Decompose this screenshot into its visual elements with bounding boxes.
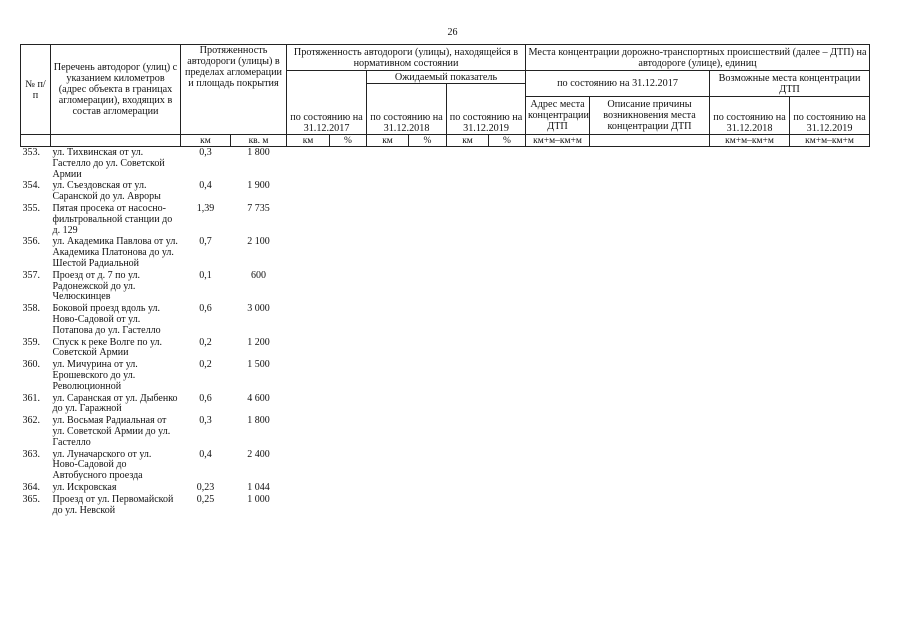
road-name: Боковой проезд вдоль ул. Ново-Садовой от ул. Потапова до ул. Гастелло <box>52 303 161 336</box>
empty-cell <box>287 180 330 203</box>
empty-cell <box>790 449 870 482</box>
table-row <box>21 359 870 392</box>
road-name: ул. Восьмая Радиальная от ул. Советской Армии до ул. Гастелло <box>52 415 171 448</box>
unit-km: км <box>181 135 231 147</box>
header-norm-2017: по состоянию на 31.12.2017 <box>287 71 367 135</box>
empty-cell <box>447 203 489 236</box>
row-number: 363. <box>22 448 40 460</box>
empty-cell <box>287 303 330 336</box>
empty-cell <box>790 203 870 236</box>
table-row <box>21 303 870 336</box>
unit-norm-2018-pct: % <box>409 135 447 147</box>
road-area-sq-m: 2 400 <box>247 448 270 460</box>
empty-cell <box>710 449 790 482</box>
empty-cell <box>367 303 409 336</box>
empty-cell <box>447 337 489 360</box>
row-number: 361. <box>22 392 40 404</box>
unit-norm-2017-pct: % <box>330 135 367 147</box>
table-row <box>21 494 870 517</box>
empty-cell <box>590 494 710 517</box>
empty-cell <box>409 482 447 494</box>
table-row <box>21 449 870 482</box>
empty-cell <box>526 449 590 482</box>
empty-cell <box>710 147 790 181</box>
row-number: 364. <box>22 481 40 493</box>
empty-cell <box>790 337 870 360</box>
row-number: 362. <box>22 415 40 427</box>
empty-cell <box>526 147 590 181</box>
empty-cell <box>367 180 409 203</box>
empty-cell <box>330 494 367 517</box>
empty-cell <box>367 449 409 482</box>
empty-cell <box>590 303 710 336</box>
empty-cell <box>367 482 409 494</box>
empty-cell <box>367 393 409 416</box>
empty-cell <box>330 359 367 392</box>
row-number: 359. <box>22 336 40 348</box>
empty-cell <box>409 236 447 269</box>
empty-cell <box>710 270 790 303</box>
road-length-km: 0,7 <box>199 236 212 248</box>
road-area-sq-m: 2 100 <box>247 236 270 248</box>
road-length-km: 0,25 <box>196 493 215 505</box>
empty-cell <box>367 415 409 448</box>
empty-cell <box>447 303 489 336</box>
header-num: № п/п <box>21 45 51 135</box>
empty-cell <box>489 449 526 482</box>
empty-cell <box>489 482 526 494</box>
table-header <box>21 45 870 147</box>
empty-cell <box>526 415 590 448</box>
road-area-sq-m: 600 <box>251 269 266 281</box>
empty-cell <box>489 180 526 203</box>
empty-cell <box>526 494 590 517</box>
road-length-km: 0,4 <box>199 180 212 192</box>
road-name: Пятая просека от насосно-фильтровальной станции до д. 129 <box>52 202 173 236</box>
road-area-sq-m: 1 800 <box>247 415 270 427</box>
empty-cell <box>447 270 489 303</box>
page-number: 26 <box>447 27 458 38</box>
row-number: 353. <box>22 147 40 158</box>
empty-cell <box>590 203 710 236</box>
header-dtp-group: Места концентрации дорожно-транспортных происшествий (далее – ДТП) на автодороге (улице), единиц <box>526 45 870 71</box>
empty-cell <box>287 359 330 392</box>
road-length-km: 0,2 <box>199 336 212 348</box>
road-area-sq-m: 1 900 <box>247 180 270 192</box>
road-area-sq-m: 3 000 <box>247 303 270 315</box>
empty-cell <box>590 449 710 482</box>
road-name: ул. Тихвинская от ул. Гастелло до ул. Советской Армии <box>52 147 165 180</box>
unit-sq-m: кв. м <box>231 135 287 147</box>
unit-cell-name <box>51 135 181 147</box>
empty-cell <box>489 147 526 181</box>
row-number: 365. <box>22 493 40 505</box>
road-name: Проезд от д. 7 по ул. Радонежской до ул. Челюскинцев <box>52 269 140 303</box>
empty-cell <box>367 236 409 269</box>
empty-cell <box>526 359 590 392</box>
empty-cell <box>447 236 489 269</box>
unit-dtp-address: км+м–км+м <box>526 135 590 147</box>
road-name: ул. Искровская <box>52 481 117 493</box>
empty-cell <box>330 449 367 482</box>
empty-cell <box>287 236 330 269</box>
empty-cell <box>409 337 447 360</box>
road-area-sq-m: 1 000 <box>247 493 270 505</box>
empty-cell <box>790 303 870 336</box>
empty-cell <box>710 415 790 448</box>
empty-cell <box>330 270 367 303</box>
empty-cell <box>710 393 790 416</box>
road-length-km: 0,6 <box>199 303 212 315</box>
empty-cell <box>710 303 790 336</box>
empty-cell <box>489 494 526 517</box>
empty-cell <box>409 494 447 517</box>
empty-cell <box>590 147 710 181</box>
empty-cell <box>710 203 790 236</box>
road-name: ул. Съездовская от ул. Саранской до ул. Авроры <box>52 180 161 203</box>
unit-norm-2018-km: км <box>367 135 409 147</box>
empty-cell <box>710 494 790 517</box>
table-row <box>21 203 870 236</box>
empty-cell <box>790 393 870 416</box>
empty-cell <box>330 180 367 203</box>
empty-cell <box>287 270 330 303</box>
empty-cell <box>590 359 710 392</box>
empty-cell <box>710 236 790 269</box>
road-area-sq-m: 7 735 <box>247 202 270 214</box>
empty-cell <box>790 494 870 517</box>
table-row <box>21 270 870 303</box>
empty-cell <box>409 393 447 416</box>
empty-cell <box>590 415 710 448</box>
empty-cell <box>526 482 590 494</box>
empty-cell <box>367 359 409 392</box>
road-area-sq-m: 1 200 <box>247 336 270 348</box>
empty-cell <box>409 203 447 236</box>
road-length-km: 0,3 <box>199 415 212 427</box>
unit-cell-num <box>21 135 51 147</box>
unit-norm-2019-pct: % <box>489 135 526 147</box>
empty-cell <box>489 303 526 336</box>
road-length-km: 0,1 <box>199 269 212 281</box>
header-expected: Ожидаемый показатель <box>367 71 526 84</box>
table-row <box>21 337 870 360</box>
header-normative-group: Протяженность автодороги (улицы), находящейся в нормативном состоянии <box>287 45 526 71</box>
empty-cell <box>710 180 790 203</box>
empty-cell <box>409 415 447 448</box>
empty-cell <box>710 359 790 392</box>
empty-cell <box>590 236 710 269</box>
row-number: 356. <box>22 236 40 248</box>
empty-cell <box>526 270 590 303</box>
header-dtp-address: Адрес места концентрации ДТП <box>526 97 590 135</box>
empty-cell <box>447 147 489 181</box>
empty-cell <box>489 415 526 448</box>
empty-cell <box>287 415 330 448</box>
empty-cell <box>330 393 367 416</box>
empty-cell <box>287 449 330 482</box>
empty-cell <box>409 449 447 482</box>
empty-cell <box>330 415 367 448</box>
header-dtp-2017-group: по состоянию на 31.12.2017 <box>526 71 710 97</box>
empty-cell <box>367 203 409 236</box>
table-row <box>21 180 870 203</box>
road-name: ул. Саранская от ул. Дыбенко до ул. Гаражной <box>52 392 178 415</box>
road-length-km: 0,6 <box>199 392 212 404</box>
empty-cell <box>489 359 526 392</box>
empty-cell <box>590 270 710 303</box>
empty-cell <box>447 494 489 517</box>
roads-table <box>20 44 870 516</box>
empty-cell <box>590 393 710 416</box>
table-row <box>21 482 870 494</box>
empty-cell <box>287 337 330 360</box>
row-number: 357. <box>22 269 40 281</box>
empty-cell <box>409 303 447 336</box>
header-possible-group: Возможные места концентрации ДТП <box>710 71 870 97</box>
empty-cell <box>526 303 590 336</box>
header-possible-2018: по состоянию на 31.12.2018 <box>710 97 790 135</box>
road-name: Проезд от ул. Первомайской до ул. Невской <box>52 493 174 516</box>
road-name: ул. Мичурина от ул. Ерошевского до ул. Революционной <box>52 359 138 392</box>
empty-cell <box>526 393 590 416</box>
unit-dtp-reason <box>590 135 710 147</box>
empty-cell <box>590 482 710 494</box>
empty-cell <box>287 482 330 494</box>
road-area-sq-m: 1 500 <box>247 359 270 371</box>
empty-cell <box>526 180 590 203</box>
empty-cell <box>590 180 710 203</box>
empty-cell <box>790 147 870 181</box>
empty-cell <box>287 147 330 181</box>
empty-cell <box>526 203 590 236</box>
road-area-sq-m: 4 600 <box>247 392 270 404</box>
empty-cell <box>409 359 447 392</box>
empty-cell <box>409 270 447 303</box>
table-row <box>21 393 870 416</box>
road-name: ул. Академика Павлова от ул. Академика Платонова до ул. Шестой Радиальной <box>52 236 178 269</box>
header-norm-2019: по состоянию на 31.12.2019 <box>447 84 526 135</box>
empty-cell <box>489 337 526 360</box>
empty-cell <box>590 337 710 360</box>
empty-cell <box>790 415 870 448</box>
empty-cell <box>367 147 409 181</box>
table-row <box>21 236 870 269</box>
empty-cell <box>287 494 330 517</box>
header-possible-2019: по состоянию на 31.12.2019 <box>790 97 870 135</box>
road-length-km: 0,2 <box>199 359 212 371</box>
empty-cell <box>287 203 330 236</box>
road-area-sq-m: 1 800 <box>247 147 270 158</box>
roads-table-frame <box>20 44 870 516</box>
road-name: ул. Луначарского от ул. Ново-Садовой до Автобусного проезда <box>52 448 152 482</box>
empty-cell <box>447 180 489 203</box>
empty-cell <box>330 203 367 236</box>
row-number: 354. <box>22 180 40 192</box>
table-body <box>21 147 870 517</box>
road-length-km: 0,4 <box>199 448 212 460</box>
empty-cell <box>330 337 367 360</box>
empty-cell <box>447 359 489 392</box>
empty-cell <box>447 449 489 482</box>
header-dtp-reason: Описание причины возникновения места концентрации ДТП <box>590 97 710 135</box>
empty-cell <box>489 393 526 416</box>
unit-possible-2019: км+м–км+м <box>790 135 870 147</box>
empty-cell <box>330 236 367 269</box>
empty-cell <box>367 270 409 303</box>
empty-cell <box>790 180 870 203</box>
road-length-km: 1,39 <box>196 202 215 214</box>
empty-cell <box>330 303 367 336</box>
empty-cell <box>489 270 526 303</box>
unit-norm-2017-km: км <box>287 135 330 147</box>
empty-cell <box>790 359 870 392</box>
empty-cell <box>710 337 790 360</box>
units-row <box>21 135 870 147</box>
empty-cell <box>447 415 489 448</box>
header-norm-2018: по состоянию на 31.12.2018 <box>367 84 447 135</box>
header-length: Протяженность автодороги (улицы) в пределах агломерации и площадь покрытия <box>181 45 287 135</box>
empty-cell <box>447 482 489 494</box>
empty-cell <box>367 337 409 360</box>
empty-cell <box>330 147 367 181</box>
road-length-km: 0,23 <box>196 481 215 493</box>
empty-cell <box>790 236 870 269</box>
row-number: 355. <box>22 202 40 214</box>
empty-cell <box>790 482 870 494</box>
empty-cell <box>409 147 447 181</box>
road-area-sq-m: 1 044 <box>247 481 270 493</box>
empty-cell <box>526 337 590 360</box>
empty-cell <box>367 494 409 517</box>
road-length-km: 0,3 <box>199 147 212 158</box>
empty-cell <box>526 236 590 269</box>
unit-possible-2018: км+м–км+м <box>710 135 790 147</box>
header-road-list: Перечень автодорог (улиц) с указанием километров (адрес объекта в границах агломерации), входящих в состав агломерации <box>51 45 181 135</box>
empty-cell <box>409 180 447 203</box>
empty-cell <box>489 203 526 236</box>
empty-cell <box>489 236 526 269</box>
empty-cell <box>287 393 330 416</box>
empty-cell <box>447 393 489 416</box>
unit-norm-2019-km: км <box>447 135 489 147</box>
empty-cell <box>330 482 367 494</box>
empty-cell <box>710 482 790 494</box>
road-name: Спуск к реке Волге по ул. Советской Армии <box>52 336 163 359</box>
table-row <box>21 415 870 448</box>
table-row <box>21 147 870 181</box>
row-number: 358. <box>22 303 40 315</box>
row-number: 360. <box>22 359 40 371</box>
empty-cell <box>790 270 870 303</box>
